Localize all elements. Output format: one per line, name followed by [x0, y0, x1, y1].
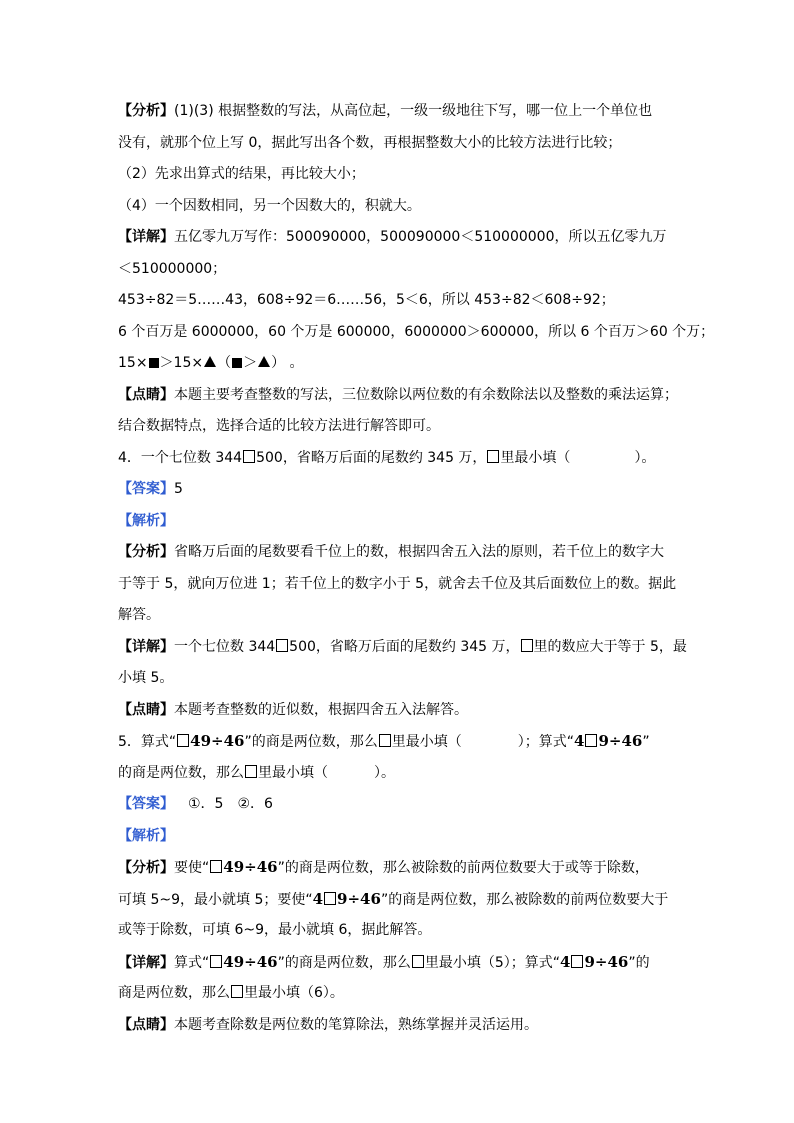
blank-box-icon [243, 450, 255, 463]
q3-analysis-line2: 没有，就那个位上写 0，据此写出各个数，再根据整数大小的比较方法进行比较； [118, 134, 622, 151]
answer-tag: 【答案】 [118, 796, 174, 812]
blank-box-icon [585, 734, 597, 747]
black-triangle-icon [258, 356, 270, 367]
content [118, 96, 715, 1041]
answer-1: ①．5 [188, 796, 224, 812]
q4-detail-line1: 【详解】一个七位数 344 500，省略万后面的尾数约 345 万， 里的数应大于等于 5，最 [118, 638, 687, 655]
q5-answer [118, 789, 678, 821]
blank-box-icon [379, 734, 391, 747]
q4-comment: 【点睛】本题考查整数的近似数，根据四舍五入法解答。 [118, 701, 468, 718]
detail-tag: 【详解】 [118, 229, 174, 245]
blank-box-icon [571, 955, 583, 968]
blank-box-icon [276, 639, 288, 652]
q4-analysis-line1: 【分析】省略万后面的尾数要看千位上的数，根据四舍五入法的原则，若千位上的数字大 [118, 544, 664, 560]
q5-jiexi [118, 821, 678, 853]
q3-detail-line2: ＜510000000； [118, 260, 227, 277]
blank-box-icon [210, 955, 222, 968]
q4-answer [118, 474, 678, 506]
blank-box-icon [231, 985, 243, 998]
q4-analysis-line3: 解答。 [118, 607, 160, 623]
q5-analysis-line2: 可填 5~9，最小就填 5；要使“4 9÷46”的商是两位数，那么被除数的前两位数要大于 [118, 889, 669, 908]
q5-question-line1: 5．算式“ 49÷46”的商是两位数，那么 里最小填（ ）；算式“4 9÷46” [118, 732, 650, 750]
q5-question-line2: 的商是两位数，那么 里最小填（ ）。 [118, 764, 395, 781]
black-triangle-icon [204, 356, 216, 367]
jiexi-tag: 【解析】 [118, 512, 174, 529]
answer-2: ②．6 [237, 796, 273, 812]
q4-question: 4．一个七位数 344 500，省略万后面的尾数约 345 万， 里最小填（ ）。 [118, 449, 656, 466]
q3-detail-line5: 15× ＞15× （ ＞ ） 。 [118, 355, 304, 371]
blank-box-icon [245, 765, 257, 778]
q3-comment-line2: 结合数据特点，选择合适的比较方法进行解答即可。 [118, 418, 440, 434]
analysis-tag: 【分析】 [118, 103, 174, 119]
blank-box-icon [487, 450, 499, 463]
q5-analysis-line3: 或等于除数，可填 6~9，最小就填 6，据此解答。 [118, 922, 432, 938]
q4-analysis-line2: 于等于 5，就向万位进 1；若千位上的数字小于 5，就舍去千位及其后面数位上的数。据此 [118, 575, 677, 592]
blank-box-icon [177, 734, 189, 747]
expression-1: 49÷46 [176, 732, 244, 750]
q3-comment-line1: 【点睛】本题主要考查整数的写法，三位数除以两位数的有余数除法以及整数的乘法运算； [118, 386, 678, 403]
black-square-icon [232, 358, 242, 368]
q4-jiexi [118, 506, 678, 538]
q3-analysis-line1 [118, 96, 678, 128]
q3-detail-line3: 453÷82＝5……43，608÷92＝6……56，5＜6，所以 453÷82＜608÷92； [118, 292, 615, 308]
answer-tag: 【答案】 [118, 481, 174, 497]
analysis-text: (1)(3) 根据整数的写法，从高位起，一级一级地往下写，哪一位上一个单位也 [174, 103, 653, 119]
blank-box-icon [412, 955, 424, 968]
answer-value: 5 [174, 481, 183, 497]
q5-comment: 【点睛】本题考查除数是两位数的笔算除法，熟练掌握并灵活运用。 [118, 1016, 538, 1033]
blank-box-icon [521, 639, 533, 652]
blank-box-icon [324, 892, 336, 905]
black-square-icon [149, 358, 159, 368]
q3-detail-line4: 6 个百万是 6000000，60 个万是 600000，6000000＞600000，所以 6 个百万＞60 个万； [118, 323, 715, 340]
blank-box-icon [210, 860, 222, 873]
q5-analysis-line1: 【分析】要使“ 49÷46”的商是两位数，那么被除数的前两位数要大于或等于除数， [118, 858, 649, 876]
q3-detail-line1: 【详解】五亿零九万写作：500090000，500090000＜510000000，所以五亿零九万 [118, 229, 667, 245]
q3-analysis-line3: （2）先求出算式的结果，再比较大小； [118, 166, 365, 182]
expression-2: 4 9÷46 [574, 732, 643, 750]
q4-detail-line2: 小填 5。 [118, 670, 174, 686]
comment-tag: 【点睛】 [118, 386, 174, 403]
jiexi-tag: 【解析】 [118, 827, 174, 844]
q5-detail-line2: 商是两位数，那么 里最小填（6）。 [118, 985, 344, 1001]
q5-detail-line1: 【详解】算式“ 49÷46”的商是两位数，那么 里最小填（5）；算式“4 9÷46”的 [118, 952, 650, 971]
q3-analysis-line4: （4）一个因数相同，另一个因数大的，积就大。 [118, 197, 421, 214]
